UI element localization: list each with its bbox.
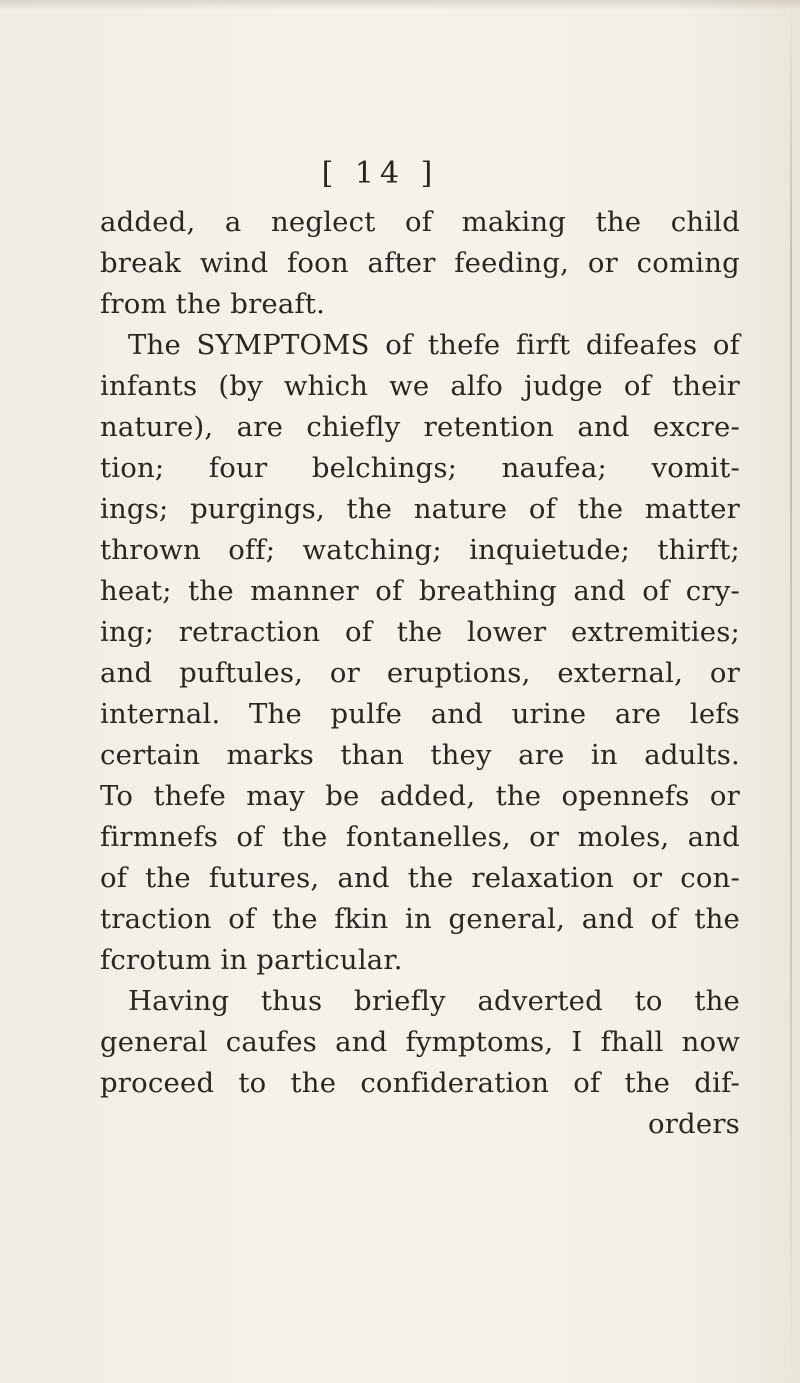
page-top-shadow xyxy=(0,0,800,10)
body-text xyxy=(100,202,740,1145)
text-line: traction of the fkin in general, and of the xyxy=(100,903,740,935)
text-line: Having thus briefly adverted to the xyxy=(128,985,740,1017)
text-line: tion; four belchings; naufea; vomit- xyxy=(100,452,740,484)
text-line: The SYMPTOMS of thefe firft difeafes of xyxy=(128,329,740,361)
page-number: [ 14 ] xyxy=(321,156,439,191)
text-line: break wind foon after feeding, or coming xyxy=(100,247,740,279)
text-line: thrown off; watching; inquietude; thirft; xyxy=(100,534,740,566)
catchword: orders xyxy=(647,1108,740,1140)
text-line: To thefe may be added, the opennefs or xyxy=(100,780,740,812)
text-line: nature), are chiefly retention and excre- xyxy=(100,411,740,443)
text-line: certain marks than they are in adults. xyxy=(100,739,740,771)
text-line: from the breaft. xyxy=(100,288,326,320)
text-line: internal. The pulfe and urine are lefs xyxy=(100,698,740,730)
text-line: fcrotum in particular. xyxy=(100,944,403,976)
text-line: proceed to the confideration of the dif- xyxy=(100,1067,740,1099)
text-line: ing; retraction of the lower extremities; xyxy=(100,616,740,648)
text-line: added, a neglect of making the child xyxy=(100,206,740,238)
text-line: general caufes and fymptoms, I fhall now xyxy=(100,1026,740,1058)
text-line: firmnefs of the fontanelles, or moles, and xyxy=(100,821,740,853)
page-edge xyxy=(790,0,792,1383)
text-line: infants (by which we alfo judge of their xyxy=(100,370,740,402)
text-line: of the futures, and the relaxation or con- xyxy=(100,862,740,894)
text-line: ings; purgings, the nature of the matter xyxy=(100,493,740,525)
text-line: heat; the manner of breathing and of cry- xyxy=(100,575,740,607)
text-line: and puftules, or eruptions, external, or xyxy=(100,657,740,689)
